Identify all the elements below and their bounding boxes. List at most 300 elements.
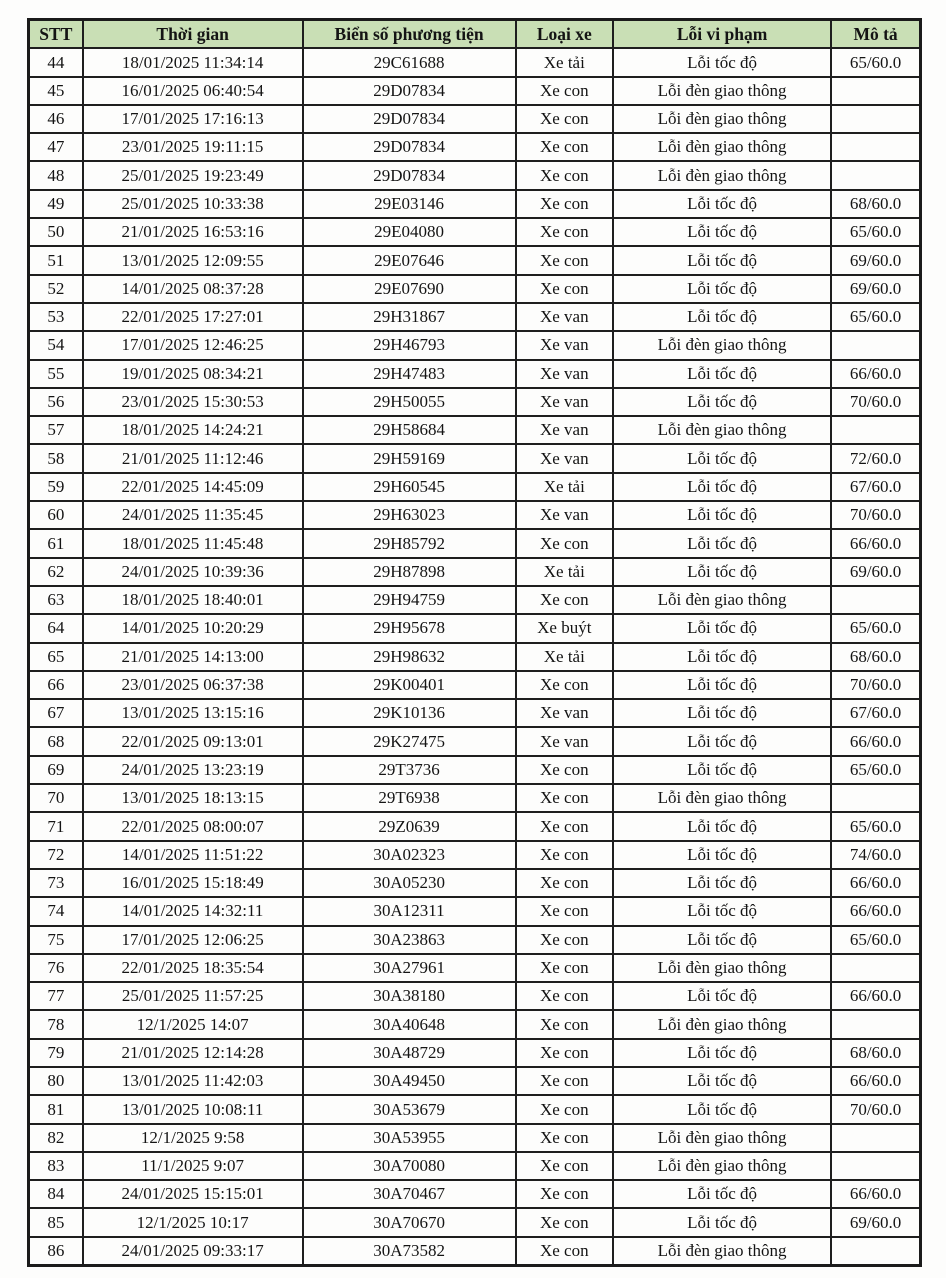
column-header-thoi-gian: Thời gian — [83, 20, 303, 49]
cell-stt: 82 — [29, 1124, 83, 1152]
cell-loi-vi-pham: Lỗi tốc độ — [613, 1208, 831, 1236]
table-row — [29, 1208, 921, 1236]
cell-stt: 48 — [29, 161, 83, 189]
cell-loai-xe: Xe tải — [516, 48, 613, 76]
cell-mo-ta — [831, 586, 920, 614]
table-row — [29, 1124, 921, 1152]
cell-loi-vi-pham: Lỗi đèn giao thông — [613, 105, 831, 133]
cell-stt: 56 — [29, 388, 83, 416]
table-row — [29, 48, 921, 76]
table-row — [29, 558, 921, 586]
cell-bien-so: 30A02323 — [303, 841, 516, 869]
cell-loai-xe: Xe van — [516, 501, 613, 529]
cell-loi-vi-pham: Lỗi đèn giao thông — [613, 416, 831, 444]
cell-thoi-gian: 24/01/2025 09:33:17 — [83, 1237, 303, 1266]
cell-stt: 73 — [29, 869, 83, 897]
cell-thoi-gian: 22/01/2025 14:45:09 — [83, 473, 303, 501]
header-row — [29, 20, 921, 49]
cell-thoi-gian: 14/01/2025 14:32:11 — [83, 897, 303, 925]
cell-thoi-gian: 11/1/2025 9:07 — [83, 1152, 303, 1180]
cell-bien-so: 29H85792 — [303, 529, 516, 557]
cell-thoi-gian: 16/01/2025 06:40:54 — [83, 77, 303, 105]
cell-bien-so: 29H98632 — [303, 643, 516, 671]
cell-stt: 63 — [29, 586, 83, 614]
cell-thoi-gian: 22/01/2025 08:00:07 — [83, 812, 303, 840]
cell-loai-xe: Xe van — [516, 727, 613, 755]
cell-stt: 47 — [29, 133, 83, 161]
cell-thoi-gian: 14/01/2025 08:37:28 — [83, 275, 303, 303]
cell-mo-ta — [831, 1237, 920, 1266]
table-row — [29, 926, 921, 954]
cell-loi-vi-pham: Lỗi tốc độ — [613, 473, 831, 501]
table-row — [29, 529, 921, 557]
cell-mo-ta: 69/60.0 — [831, 1208, 920, 1236]
cell-thoi-gian: 16/01/2025 15:18:49 — [83, 869, 303, 897]
cell-bien-so: 29K27475 — [303, 727, 516, 755]
cell-mo-ta: 65/60.0 — [831, 756, 920, 784]
table-row — [29, 954, 921, 982]
table-row — [29, 77, 921, 105]
table-row — [29, 444, 921, 472]
cell-loai-xe: Xe con — [516, 954, 613, 982]
cell-loai-xe: Xe con — [516, 586, 613, 614]
table-row — [29, 246, 921, 274]
cell-bien-so: 30A70467 — [303, 1180, 516, 1208]
cell-loai-xe: Xe con — [516, 529, 613, 557]
cell-bien-so: 29H60545 — [303, 473, 516, 501]
cell-mo-ta: 70/60.0 — [831, 501, 920, 529]
table-row — [29, 727, 921, 755]
cell-stt: 85 — [29, 1208, 83, 1236]
cell-loi-vi-pham: Lỗi tốc độ — [613, 48, 831, 76]
cell-stt: 62 — [29, 558, 83, 586]
cell-mo-ta: 66/60.0 — [831, 869, 920, 897]
cell-loi-vi-pham: Lỗi đèn giao thông — [613, 1124, 831, 1152]
cell-thoi-gian: 14/01/2025 10:20:29 — [83, 614, 303, 642]
cell-stt: 71 — [29, 812, 83, 840]
cell-loai-xe: Xe con — [516, 105, 613, 133]
cell-thoi-gian: 24/01/2025 10:39:36 — [83, 558, 303, 586]
cell-mo-ta — [831, 133, 920, 161]
cell-thoi-gian: 18/01/2025 11:45:48 — [83, 529, 303, 557]
cell-mo-ta: 70/60.0 — [831, 388, 920, 416]
cell-loai-xe: Xe con — [516, 1208, 613, 1236]
cell-stt: 66 — [29, 671, 83, 699]
cell-loi-vi-pham: Lỗi tốc độ — [613, 529, 831, 557]
cell-bien-so: 29H59169 — [303, 444, 516, 472]
cell-bien-so: 29E04080 — [303, 218, 516, 246]
cell-mo-ta: 67/60.0 — [831, 699, 920, 727]
cell-loi-vi-pham: Lỗi đèn giao thông — [613, 586, 831, 614]
table-row — [29, 784, 921, 812]
cell-bien-so: 29E07646 — [303, 246, 516, 274]
table-row — [29, 275, 921, 303]
cell-thoi-gian: 25/01/2025 19:23:49 — [83, 161, 303, 189]
cell-loai-xe: Xe con — [516, 275, 613, 303]
table-row — [29, 671, 921, 699]
cell-mo-ta — [831, 161, 920, 189]
cell-mo-ta — [831, 331, 920, 359]
table-row — [29, 105, 921, 133]
cell-thoi-gian: 18/01/2025 11:34:14 — [83, 48, 303, 76]
table-row — [29, 1152, 921, 1180]
cell-bien-so: 30A49450 — [303, 1067, 516, 1095]
cell-thoi-gian: 21/01/2025 12:14:28 — [83, 1039, 303, 1067]
cell-bien-so: 29E03146 — [303, 190, 516, 218]
cell-mo-ta: 66/60.0 — [831, 360, 920, 388]
cell-loai-xe: Xe con — [516, 1010, 613, 1038]
table-row — [29, 303, 921, 331]
cell-loi-vi-pham: Lỗi tốc độ — [613, 756, 831, 784]
cell-bien-so: 29T6938 — [303, 784, 516, 812]
cell-thoi-gian: 25/01/2025 11:57:25 — [83, 982, 303, 1010]
cell-stt: 67 — [29, 699, 83, 727]
cell-thoi-gian: 25/01/2025 10:33:38 — [83, 190, 303, 218]
column-header-stt: STT — [29, 20, 83, 49]
cell-loai-xe: Xe van — [516, 331, 613, 359]
cell-loai-xe: Xe con — [516, 784, 613, 812]
cell-mo-ta: 74/60.0 — [831, 841, 920, 869]
cell-mo-ta: 65/60.0 — [831, 218, 920, 246]
cell-mo-ta: 66/60.0 — [831, 529, 920, 557]
cell-loai-xe: Xe tải — [516, 473, 613, 501]
table-row — [29, 501, 921, 529]
cell-loi-vi-pham: Lỗi tốc độ — [613, 869, 831, 897]
cell-loi-vi-pham: Lỗi đèn giao thông — [613, 1237, 831, 1266]
cell-bien-so: 29K10136 — [303, 699, 516, 727]
cell-mo-ta: 67/60.0 — [831, 473, 920, 501]
cell-stt: 44 — [29, 48, 83, 76]
table-row — [29, 756, 921, 784]
cell-mo-ta: 70/60.0 — [831, 1095, 920, 1123]
cell-loai-xe: Xe van — [516, 303, 613, 331]
cell-stt: 78 — [29, 1010, 83, 1038]
cell-stt: 53 — [29, 303, 83, 331]
table-body — [29, 48, 921, 1265]
cell-mo-ta: 69/60.0 — [831, 558, 920, 586]
table-row — [29, 841, 921, 869]
cell-mo-ta: 66/60.0 — [831, 897, 920, 925]
cell-bien-so: 29K00401 — [303, 671, 516, 699]
cell-mo-ta: 66/60.0 — [831, 1180, 920, 1208]
cell-bien-so: 30A12311 — [303, 897, 516, 925]
cell-loai-xe: Xe con — [516, 671, 613, 699]
table-row — [29, 161, 921, 189]
cell-stt: 75 — [29, 926, 83, 954]
table-row — [29, 473, 921, 501]
cell-thoi-gian: 13/01/2025 10:08:11 — [83, 1095, 303, 1123]
cell-stt: 49 — [29, 190, 83, 218]
cell-loai-xe: Xe con — [516, 218, 613, 246]
cell-loai-xe: Xe con — [516, 1180, 613, 1208]
cell-mo-ta — [831, 416, 920, 444]
cell-thoi-gian: 19/01/2025 08:34:21 — [83, 360, 303, 388]
cell-mo-ta: 66/60.0 — [831, 727, 920, 755]
cell-loai-xe: Xe con — [516, 161, 613, 189]
cell-loi-vi-pham: Lỗi tốc độ — [613, 190, 831, 218]
cell-thoi-gian: 24/01/2025 15:15:01 — [83, 1180, 303, 1208]
cell-loi-vi-pham: Lỗi tốc độ — [613, 360, 831, 388]
cell-mo-ta: 66/60.0 — [831, 1067, 920, 1095]
cell-stt: 83 — [29, 1152, 83, 1180]
cell-mo-ta: 69/60.0 — [831, 246, 920, 274]
cell-thoi-gian: 17/01/2025 12:06:25 — [83, 926, 303, 954]
cell-stt: 70 — [29, 784, 83, 812]
cell-thoi-gian: 12/1/2025 10:17 — [83, 1208, 303, 1236]
cell-thoi-gian: 23/01/2025 19:11:15 — [83, 133, 303, 161]
cell-loi-vi-pham: Lỗi tốc độ — [613, 444, 831, 472]
table-row — [29, 1237, 921, 1266]
table-row — [29, 1067, 921, 1095]
cell-loi-vi-pham: Lỗi tốc độ — [613, 246, 831, 274]
cell-bien-so: 30A38180 — [303, 982, 516, 1010]
cell-loi-vi-pham: Lỗi tốc độ — [613, 982, 831, 1010]
cell-thoi-gian: 12/1/2025 14:07 — [83, 1010, 303, 1038]
cell-bien-so: 29H87898 — [303, 558, 516, 586]
table-row — [29, 360, 921, 388]
cell-loi-vi-pham: Lỗi tốc độ — [613, 558, 831, 586]
cell-thoi-gian: 22/01/2025 09:13:01 — [83, 727, 303, 755]
cell-loi-vi-pham: Lỗi tốc độ — [613, 643, 831, 671]
cell-loi-vi-pham: Lỗi đèn giao thông — [613, 331, 831, 359]
table-row — [29, 699, 921, 727]
table-row — [29, 812, 921, 840]
cell-mo-ta: 66/60.0 — [831, 982, 920, 1010]
cell-thoi-gian: 21/01/2025 14:13:00 — [83, 643, 303, 671]
cell-loai-xe: Xe con — [516, 812, 613, 840]
cell-loai-xe: Xe con — [516, 1237, 613, 1266]
cell-loi-vi-pham: Lỗi tốc độ — [613, 897, 831, 925]
column-header-loai-xe: Loại xe — [516, 20, 613, 49]
cell-loai-xe: Xe con — [516, 756, 613, 784]
cell-loi-vi-pham: Lỗi tốc độ — [613, 699, 831, 727]
cell-bien-so: 29Z0639 — [303, 812, 516, 840]
cell-bien-so: 29D07834 — [303, 105, 516, 133]
cell-stt: 74 — [29, 897, 83, 925]
cell-stt: 60 — [29, 501, 83, 529]
cell-bien-so: 30A73582 — [303, 1237, 516, 1266]
cell-mo-ta: 65/60.0 — [831, 48, 920, 76]
table-row — [29, 1180, 921, 1208]
cell-loai-xe: Xe con — [516, 841, 613, 869]
cell-mo-ta: 72/60.0 — [831, 444, 920, 472]
cell-thoi-gian: 18/01/2025 14:24:21 — [83, 416, 303, 444]
cell-loai-xe: Xe van — [516, 416, 613, 444]
cell-stt: 77 — [29, 982, 83, 1010]
cell-stt: 46 — [29, 105, 83, 133]
cell-bien-so: 30A70670 — [303, 1208, 516, 1236]
cell-loai-xe: Xe van — [516, 444, 613, 472]
column-header-bien-so: Biển số phương tiện — [303, 20, 516, 49]
cell-loai-xe: Xe van — [516, 388, 613, 416]
table-row — [29, 133, 921, 161]
cell-stt: 51 — [29, 246, 83, 274]
cell-bien-so: 29H94759 — [303, 586, 516, 614]
table-row — [29, 1039, 921, 1067]
cell-mo-ta — [831, 105, 920, 133]
cell-stt: 65 — [29, 643, 83, 671]
cell-thoi-gian: 13/01/2025 18:13:15 — [83, 784, 303, 812]
cell-thoi-gian: 21/01/2025 11:12:46 — [83, 444, 303, 472]
cell-mo-ta: 65/60.0 — [831, 926, 920, 954]
cell-loi-vi-pham: Lỗi đèn giao thông — [613, 784, 831, 812]
cell-mo-ta: 68/60.0 — [831, 643, 920, 671]
cell-stt: 50 — [29, 218, 83, 246]
cell-loai-xe: Xe tải — [516, 558, 613, 586]
cell-thoi-gian: 12/1/2025 9:58 — [83, 1124, 303, 1152]
cell-loi-vi-pham: Lỗi tốc độ — [613, 1067, 831, 1095]
cell-loi-vi-pham: Lỗi tốc độ — [613, 841, 831, 869]
cell-stt: 86 — [29, 1237, 83, 1266]
cell-loai-xe: Xe con — [516, 1039, 613, 1067]
table-row — [29, 614, 921, 642]
cell-loi-vi-pham: Lỗi tốc độ — [613, 727, 831, 755]
table-row — [29, 643, 921, 671]
table-row — [29, 1010, 921, 1038]
cell-bien-so: 30A53955 — [303, 1124, 516, 1152]
cell-thoi-gian: 18/01/2025 18:40:01 — [83, 586, 303, 614]
cell-loi-vi-pham: Lỗi tốc độ — [613, 614, 831, 642]
table-row — [29, 218, 921, 246]
cell-mo-ta — [831, 1124, 920, 1152]
cell-loai-xe: Xe van — [516, 360, 613, 388]
cell-stt: 72 — [29, 841, 83, 869]
cell-stt: 61 — [29, 529, 83, 557]
table-row — [29, 190, 921, 218]
cell-loai-xe: Xe van — [516, 699, 613, 727]
cell-loi-vi-pham: Lỗi đèn giao thông — [613, 133, 831, 161]
cell-loai-xe: Xe con — [516, 982, 613, 1010]
cell-loi-vi-pham: Lỗi đèn giao thông — [613, 1010, 831, 1038]
cell-loi-vi-pham: Lỗi đèn giao thông — [613, 77, 831, 105]
cell-thoi-gian: 14/01/2025 11:51:22 — [83, 841, 303, 869]
table-row — [29, 586, 921, 614]
cell-stt: 45 — [29, 77, 83, 105]
cell-mo-ta — [831, 784, 920, 812]
cell-loi-vi-pham: Lỗi tốc độ — [613, 1095, 831, 1123]
table-row — [29, 388, 921, 416]
cell-loai-xe: Xe con — [516, 1067, 613, 1095]
cell-bien-so: 30A27961 — [303, 954, 516, 982]
cell-loai-xe: Xe con — [516, 1152, 613, 1180]
cell-bien-so: 30A70080 — [303, 1152, 516, 1180]
cell-bien-so: 29H31867 — [303, 303, 516, 331]
cell-mo-ta: 69/60.0 — [831, 275, 920, 303]
cell-loi-vi-pham: Lỗi tốc độ — [613, 671, 831, 699]
cell-bien-so: 29E07690 — [303, 275, 516, 303]
cell-thoi-gian: 23/01/2025 15:30:53 — [83, 388, 303, 416]
cell-stt: 68 — [29, 727, 83, 755]
cell-loi-vi-pham: Lỗi tốc độ — [613, 275, 831, 303]
cell-thoi-gian: 22/01/2025 17:27:01 — [83, 303, 303, 331]
cell-loai-xe: Xe tải — [516, 643, 613, 671]
cell-bien-so: 30A53679 — [303, 1095, 516, 1123]
cell-mo-ta — [831, 954, 920, 982]
cell-mo-ta: 65/60.0 — [831, 614, 920, 642]
cell-stt: 69 — [29, 756, 83, 784]
cell-stt: 79 — [29, 1039, 83, 1067]
cell-stt: 57 — [29, 416, 83, 444]
cell-loai-xe: Xe con — [516, 869, 613, 897]
cell-stt: 59 — [29, 473, 83, 501]
cell-bien-so: 29H63023 — [303, 501, 516, 529]
cell-stt: 64 — [29, 614, 83, 642]
cell-mo-ta: 68/60.0 — [831, 190, 920, 218]
cell-loai-xe: Xe con — [516, 1124, 613, 1152]
cell-thoi-gian: 13/01/2025 11:42:03 — [83, 1067, 303, 1095]
cell-loai-xe: Xe con — [516, 246, 613, 274]
table-header — [29, 20, 921, 49]
cell-loai-xe: Xe con — [516, 77, 613, 105]
table-row — [29, 331, 921, 359]
cell-mo-ta — [831, 1152, 920, 1180]
cell-bien-so: 29D07834 — [303, 133, 516, 161]
cell-loi-vi-pham: Lỗi tốc độ — [613, 303, 831, 331]
cell-thoi-gian: 23/01/2025 06:37:38 — [83, 671, 303, 699]
cell-bien-so: 29T3736 — [303, 756, 516, 784]
table-row — [29, 1095, 921, 1123]
cell-bien-so: 29H46793 — [303, 331, 516, 359]
cell-thoi-gian: 24/01/2025 11:35:45 — [83, 501, 303, 529]
cell-bien-so: 29D07834 — [303, 77, 516, 105]
cell-loai-xe: Xe con — [516, 926, 613, 954]
cell-stt: 58 — [29, 444, 83, 472]
column-header-loi-vi-pham: Lỗi vi phạm — [613, 20, 831, 49]
cell-loi-vi-pham: Lỗi tốc độ — [613, 926, 831, 954]
cell-bien-so: 29H47483 — [303, 360, 516, 388]
cell-mo-ta: 65/60.0 — [831, 303, 920, 331]
cell-thoi-gian: 22/01/2025 18:35:54 — [83, 954, 303, 982]
cell-thoi-gian: 24/01/2025 13:23:19 — [83, 756, 303, 784]
cell-loai-xe: Xe con — [516, 897, 613, 925]
cell-loi-vi-pham: Lỗi tốc độ — [613, 218, 831, 246]
cell-bien-so: 30A48729 — [303, 1039, 516, 1067]
cell-bien-so: 29H50055 — [303, 388, 516, 416]
cell-loai-xe: Xe con — [516, 1095, 613, 1123]
cell-mo-ta: 70/60.0 — [831, 671, 920, 699]
cell-thoi-gian: 17/01/2025 12:46:25 — [83, 331, 303, 359]
cell-thoi-gian: 13/01/2025 13:15:16 — [83, 699, 303, 727]
table-row — [29, 869, 921, 897]
cell-thoi-gian: 21/01/2025 16:53:16 — [83, 218, 303, 246]
cell-bien-so: 30A23863 — [303, 926, 516, 954]
cell-thoi-gian: 17/01/2025 17:16:13 — [83, 105, 303, 133]
cell-loai-xe: Xe con — [516, 190, 613, 218]
cell-mo-ta: 65/60.0 — [831, 812, 920, 840]
cell-loai-xe: Xe buýt — [516, 614, 613, 642]
cell-loi-vi-pham: Lỗi đèn giao thông — [613, 1152, 831, 1180]
cell-mo-ta: 68/60.0 — [831, 1039, 920, 1067]
table-row — [29, 416, 921, 444]
cell-stt: 84 — [29, 1180, 83, 1208]
cell-bien-so: 29C61688 — [303, 48, 516, 76]
cell-stt: 81 — [29, 1095, 83, 1123]
cell-stt: 52 — [29, 275, 83, 303]
violations-table — [27, 18, 922, 1267]
cell-stt: 55 — [29, 360, 83, 388]
cell-stt: 80 — [29, 1067, 83, 1095]
cell-loi-vi-pham: Lỗi đèn giao thông — [613, 161, 831, 189]
cell-loai-xe: Xe con — [516, 133, 613, 161]
cell-thoi-gian: 13/01/2025 12:09:55 — [83, 246, 303, 274]
cell-stt: 54 — [29, 331, 83, 359]
cell-bien-so: 29H58684 — [303, 416, 516, 444]
cell-mo-ta — [831, 77, 920, 105]
cell-bien-so: 30A40648 — [303, 1010, 516, 1038]
cell-loi-vi-pham: Lỗi tốc độ — [613, 501, 831, 529]
cell-loi-vi-pham: Lỗi đèn giao thông — [613, 954, 831, 982]
cell-loi-vi-pham: Lỗi tốc độ — [613, 812, 831, 840]
